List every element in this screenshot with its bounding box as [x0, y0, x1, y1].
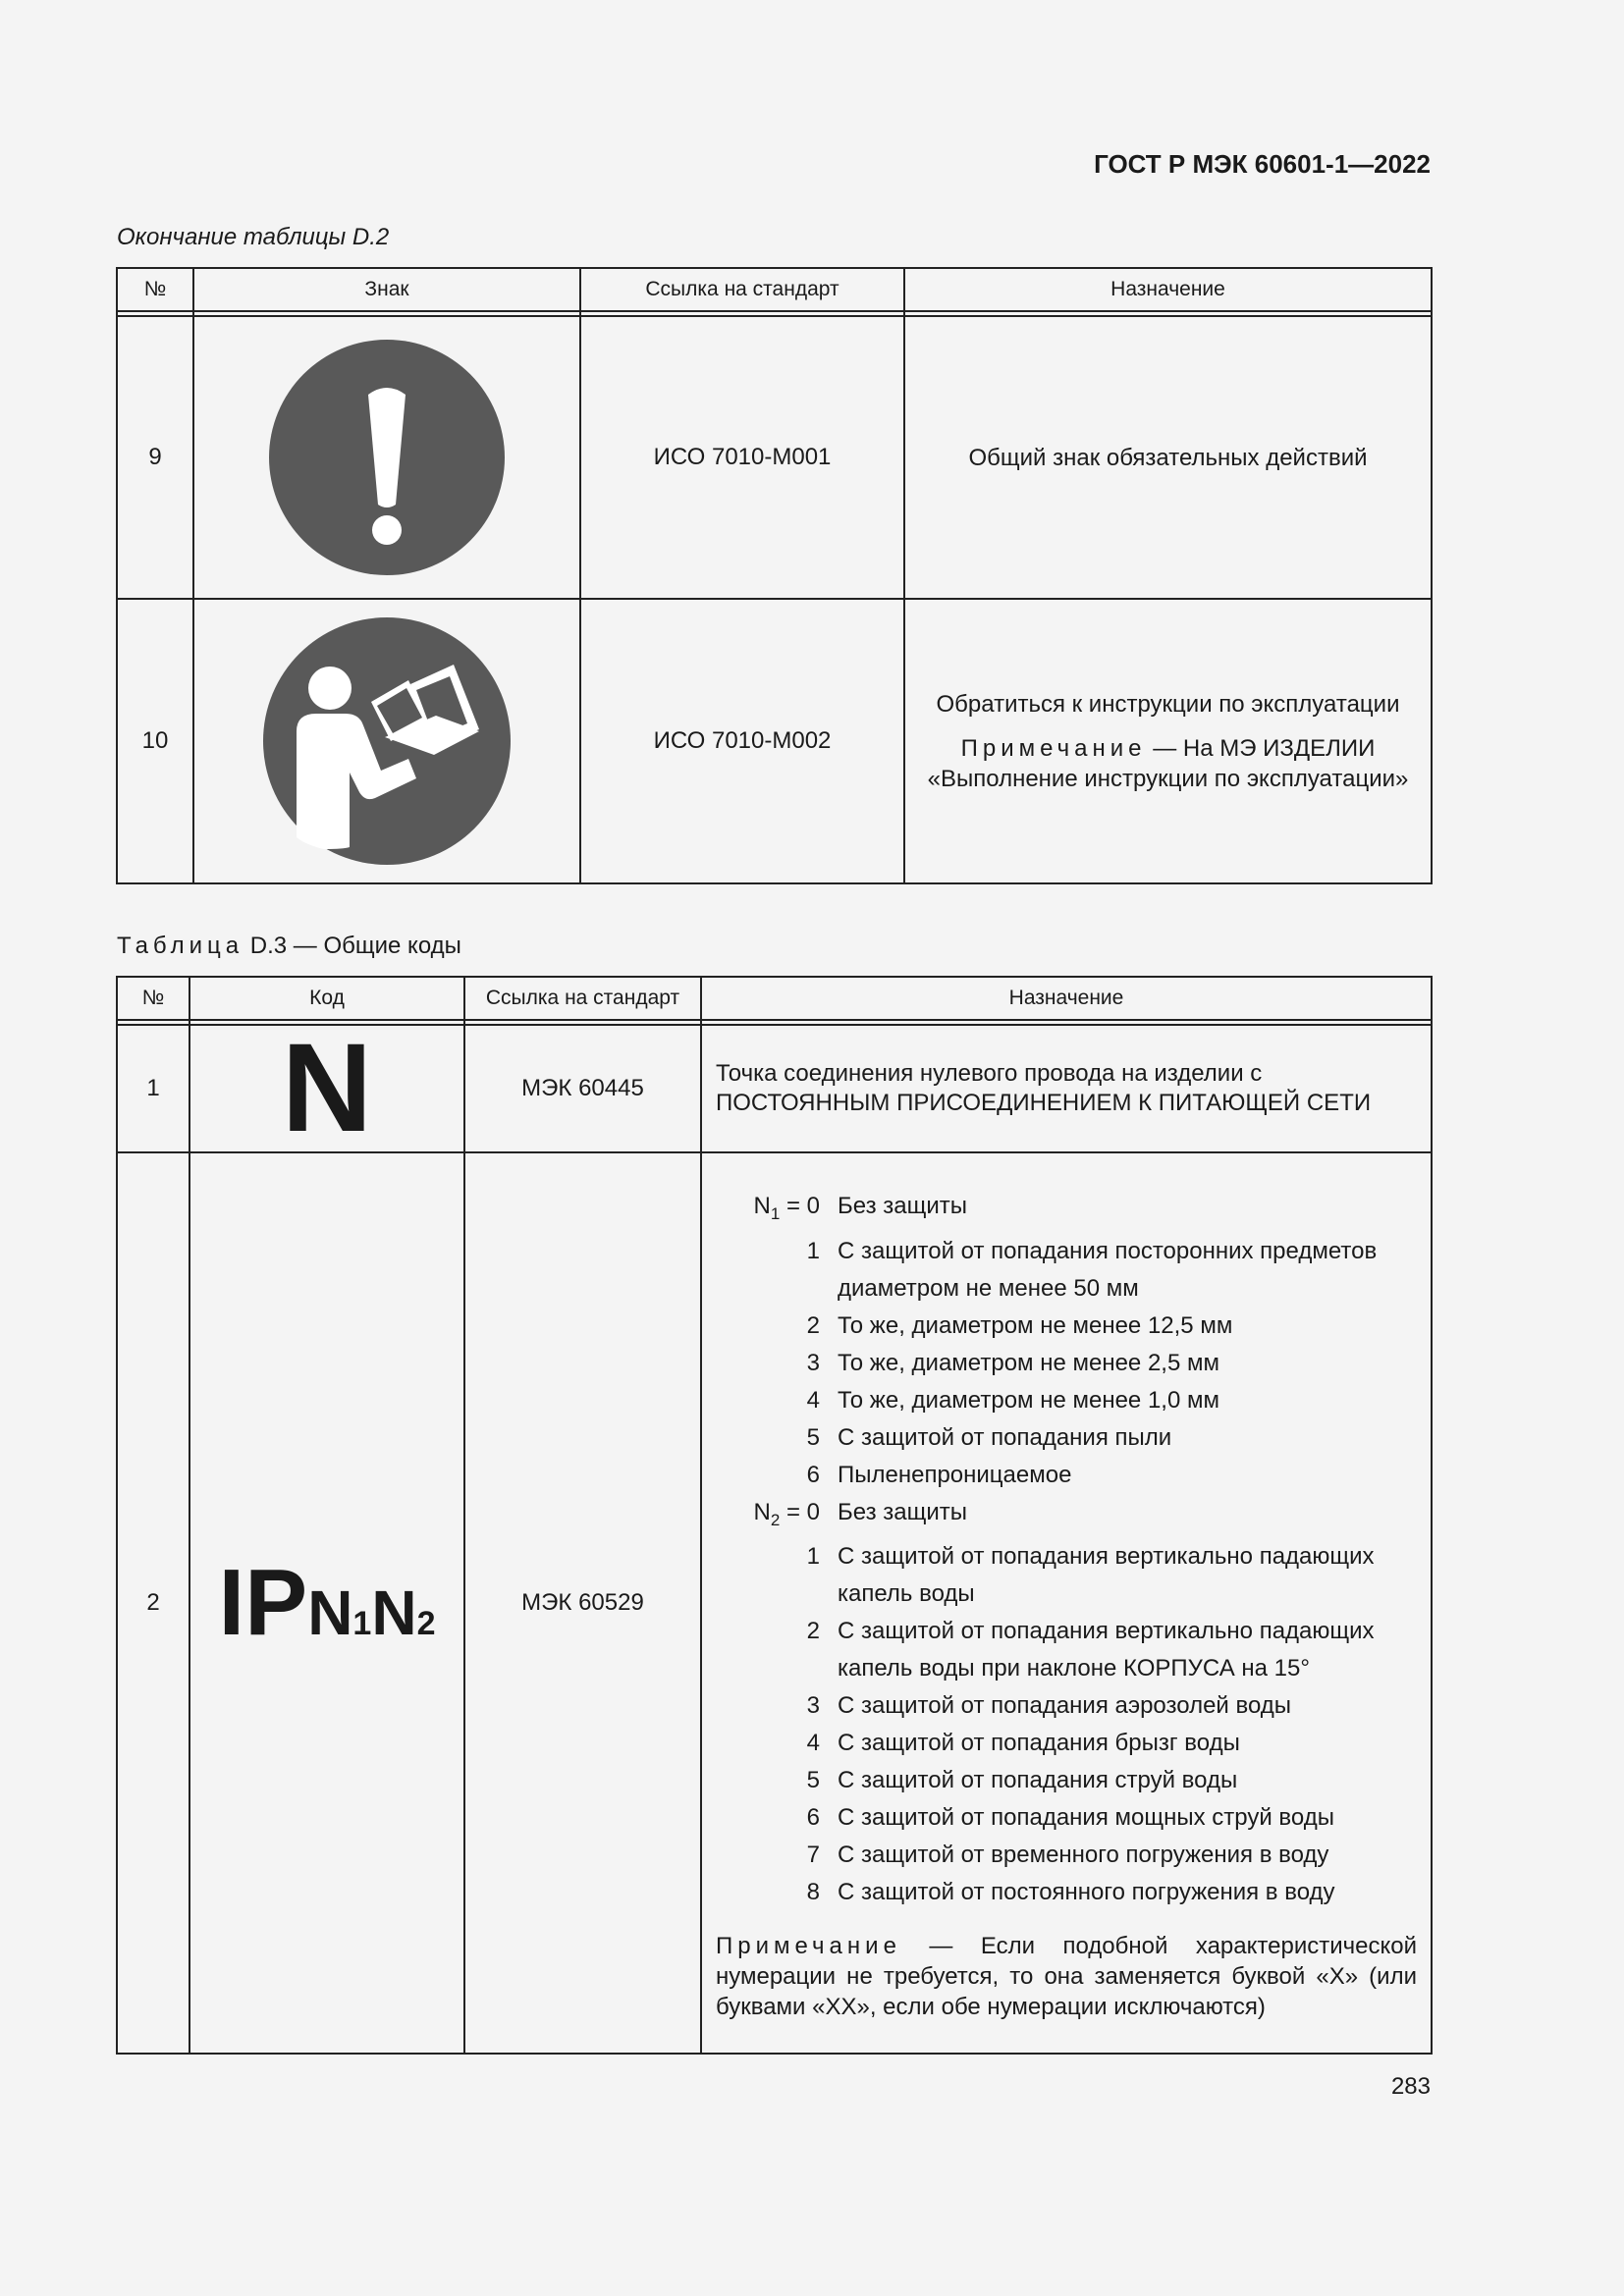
row-number: 2 — [117, 1152, 189, 2054]
ip-n2: N — [371, 1577, 417, 1648]
ip-letters: IP — [218, 1550, 308, 1655]
read-manual-icon — [261, 615, 513, 867]
purpose-text: Общий знак обязательных действий — [968, 444, 1368, 471]
table1-header — [117, 268, 1432, 311]
code-description: То же, диаметром не менее 12,5 мм — [838, 1311, 1233, 1339]
ip-n1: N — [307, 1577, 353, 1648]
code-description: С защитой от попадания вертикально падающих капель воды — [838, 1543, 1375, 1608]
ip-codes-cell — [701, 1152, 1432, 2054]
note-text: — Если подобной характеристической нумерации не требуется, то она заменяется буквой «X» (или буквами «XX», если обе нумерации исключаются) — [716, 1933, 1417, 2021]
code-description: С защитой от попадания брызг воды — [838, 1730, 1240, 1757]
code-description: То же, диаметром не менее 1,0 мм — [838, 1386, 1219, 1414]
code-digit: 2 — [806, 1311, 820, 1339]
table2-caption-text: D.3 — Общие коды — [244, 933, 461, 959]
table-row — [117, 316, 1432, 599]
ip-code-symbol — [189, 1152, 464, 2054]
table-row — [117, 1025, 1432, 1152]
col-header-purpose: Назначение — [701, 977, 1432, 1020]
code-description: С защитой от временного погружения в воду — [838, 1842, 1329, 1869]
ip-sub1: 1 — [352, 1605, 372, 1642]
document-id: ГОСТ Р МЭК 60601-1—2022 — [1094, 149, 1431, 179]
purpose-text: Точка соединения нулевого провода на изделии с ПОСТОЯННЫМ ПРИСОЕДИНЕНИЕМ К ПИТАЮЩЕЙ СЕТИ — [701, 1025, 1432, 1152]
n1-code-list — [716, 1188, 1417, 1494]
standard-ref: МЭК 60529 — [464, 1152, 701, 2054]
code-digit: 6 — [806, 1461, 820, 1488]
code-list-item — [716, 1874, 1417, 1911]
purpose-text: Обратиться к инструкции по эксплуатации — [936, 690, 1400, 718]
code-list-item — [716, 1494, 1417, 1539]
ip-note — [716, 1931, 1417, 2022]
code-list-item — [716, 1725, 1417, 1762]
code-digit: 4 — [806, 1386, 820, 1414]
table-d3 — [116, 976, 1433, 2055]
code-digit: 1 — [806, 1543, 820, 1571]
code-description: С защитой от постоянного погружения в воду — [838, 1879, 1335, 1906]
code-list-item — [716, 1233, 1417, 1308]
note-text: — На МЭ ИЗДЕЛИИ «Выполнение инструкции по эксплуатации» — [927, 734, 1409, 792]
code-list-item — [716, 1345, 1417, 1382]
col-header-code: Код — [189, 977, 464, 1020]
code-list-item — [716, 1687, 1417, 1725]
purpose-cell — [904, 599, 1432, 883]
code-description: Без защиты — [838, 1192, 967, 1219]
code-description: С защитой от попадания пыли — [838, 1423, 1172, 1451]
sign-cell — [193, 316, 580, 599]
row-number: 10 — [117, 599, 193, 883]
table-row — [117, 599, 1432, 883]
col-header-no: № — [117, 268, 193, 311]
code-digit: $N_2 = 0$ — [753, 1498, 820, 1529]
code-digit: 5 — [806, 1767, 820, 1794]
code-description: Пыленепроницаемое — [838, 1461, 1072, 1488]
purpose-cell — [904, 316, 1432, 599]
code-digit: 4 — [806, 1730, 820, 1757]
col-header-no: № — [117, 977, 189, 1020]
code-list-item — [716, 1762, 1417, 1799]
code-digit: 6 — [806, 1804, 820, 1832]
code-list-item — [716, 1308, 1417, 1345]
ip-sub2: 2 — [416, 1605, 436, 1642]
note-label: Примечание — [960, 734, 1147, 762]
table2-caption-label: Таблица — [117, 933, 244, 959]
code-digit: 1 — [806, 1237, 820, 1264]
code-description: С защитой от попадания мощных струй воды — [838, 1804, 1334, 1832]
code-list-item — [716, 1419, 1417, 1457]
n2-code-list — [716, 1494, 1417, 1912]
code-digit: 7 — [806, 1842, 820, 1869]
table2-caption — [117, 933, 461, 960]
purpose-note — [927, 733, 1409, 794]
code-list-item — [716, 1382, 1417, 1419]
code-digit: 3 — [806, 1349, 820, 1376]
col-header-sign: Знак — [193, 268, 580, 311]
col-header-purpose: Назначение — [904, 268, 1432, 311]
page-number: 283 — [1390, 2073, 1431, 2100]
table-row — [117, 1152, 1432, 2054]
row-number: 1 — [117, 1025, 189, 1152]
code-description: С защитой от попадания посторонних предметов диаметром не менее 50 мм — [838, 1237, 1378, 1302]
code-list-item — [716, 1457, 1417, 1494]
code-digit: 5 — [806, 1423, 820, 1451]
exclamation-mandatory-icon — [267, 338, 507, 577]
note-label: Примечание — [716, 1933, 901, 1960]
table1-caption: Окончание таблицы D.2 — [117, 224, 390, 250]
standard-ref: ИСО 7010-М001 — [580, 316, 904, 599]
table-d2-end — [116, 267, 1433, 884]
code-list-item — [716, 1613, 1417, 1687]
code-digit: 3 — [806, 1692, 820, 1720]
col-header-ref: Ссылка на стандарт — [580, 268, 904, 311]
standard-ref: ИСО 7010-М002 — [580, 599, 904, 883]
code-description: То же, диаметром не менее 2,5 мм — [838, 1349, 1219, 1376]
sign-cell — [193, 599, 580, 883]
code-digit: 8 — [806, 1879, 820, 1906]
table2-header — [117, 977, 1432, 1020]
code-description: Без защиты — [838, 1498, 967, 1525]
col-header-ref: Ссылка на стандарт — [464, 977, 701, 1020]
standard-ref: МЭК 60445 — [464, 1025, 701, 1152]
code-list-item — [716, 1799, 1417, 1837]
code-digit: $N_1 = 0$ — [753, 1192, 820, 1223]
code-list-item — [716, 1538, 1417, 1613]
code-digit: 2 — [806, 1618, 820, 1645]
code-description: С защитой от попадания струй воды — [838, 1767, 1238, 1794]
neutral-code-symbol: N — [189, 1025, 464, 1152]
code-list-item — [716, 1837, 1417, 1874]
code-description: С защитой от попадания вертикально падающих капель воды при наклоне КОРПУСА на 15° — [838, 1618, 1375, 1682]
code-description: С защитой от попадания аэрозолей воды — [838, 1692, 1292, 1720]
row-number: 9 — [117, 316, 193, 599]
code-list-item — [716, 1188, 1417, 1233]
